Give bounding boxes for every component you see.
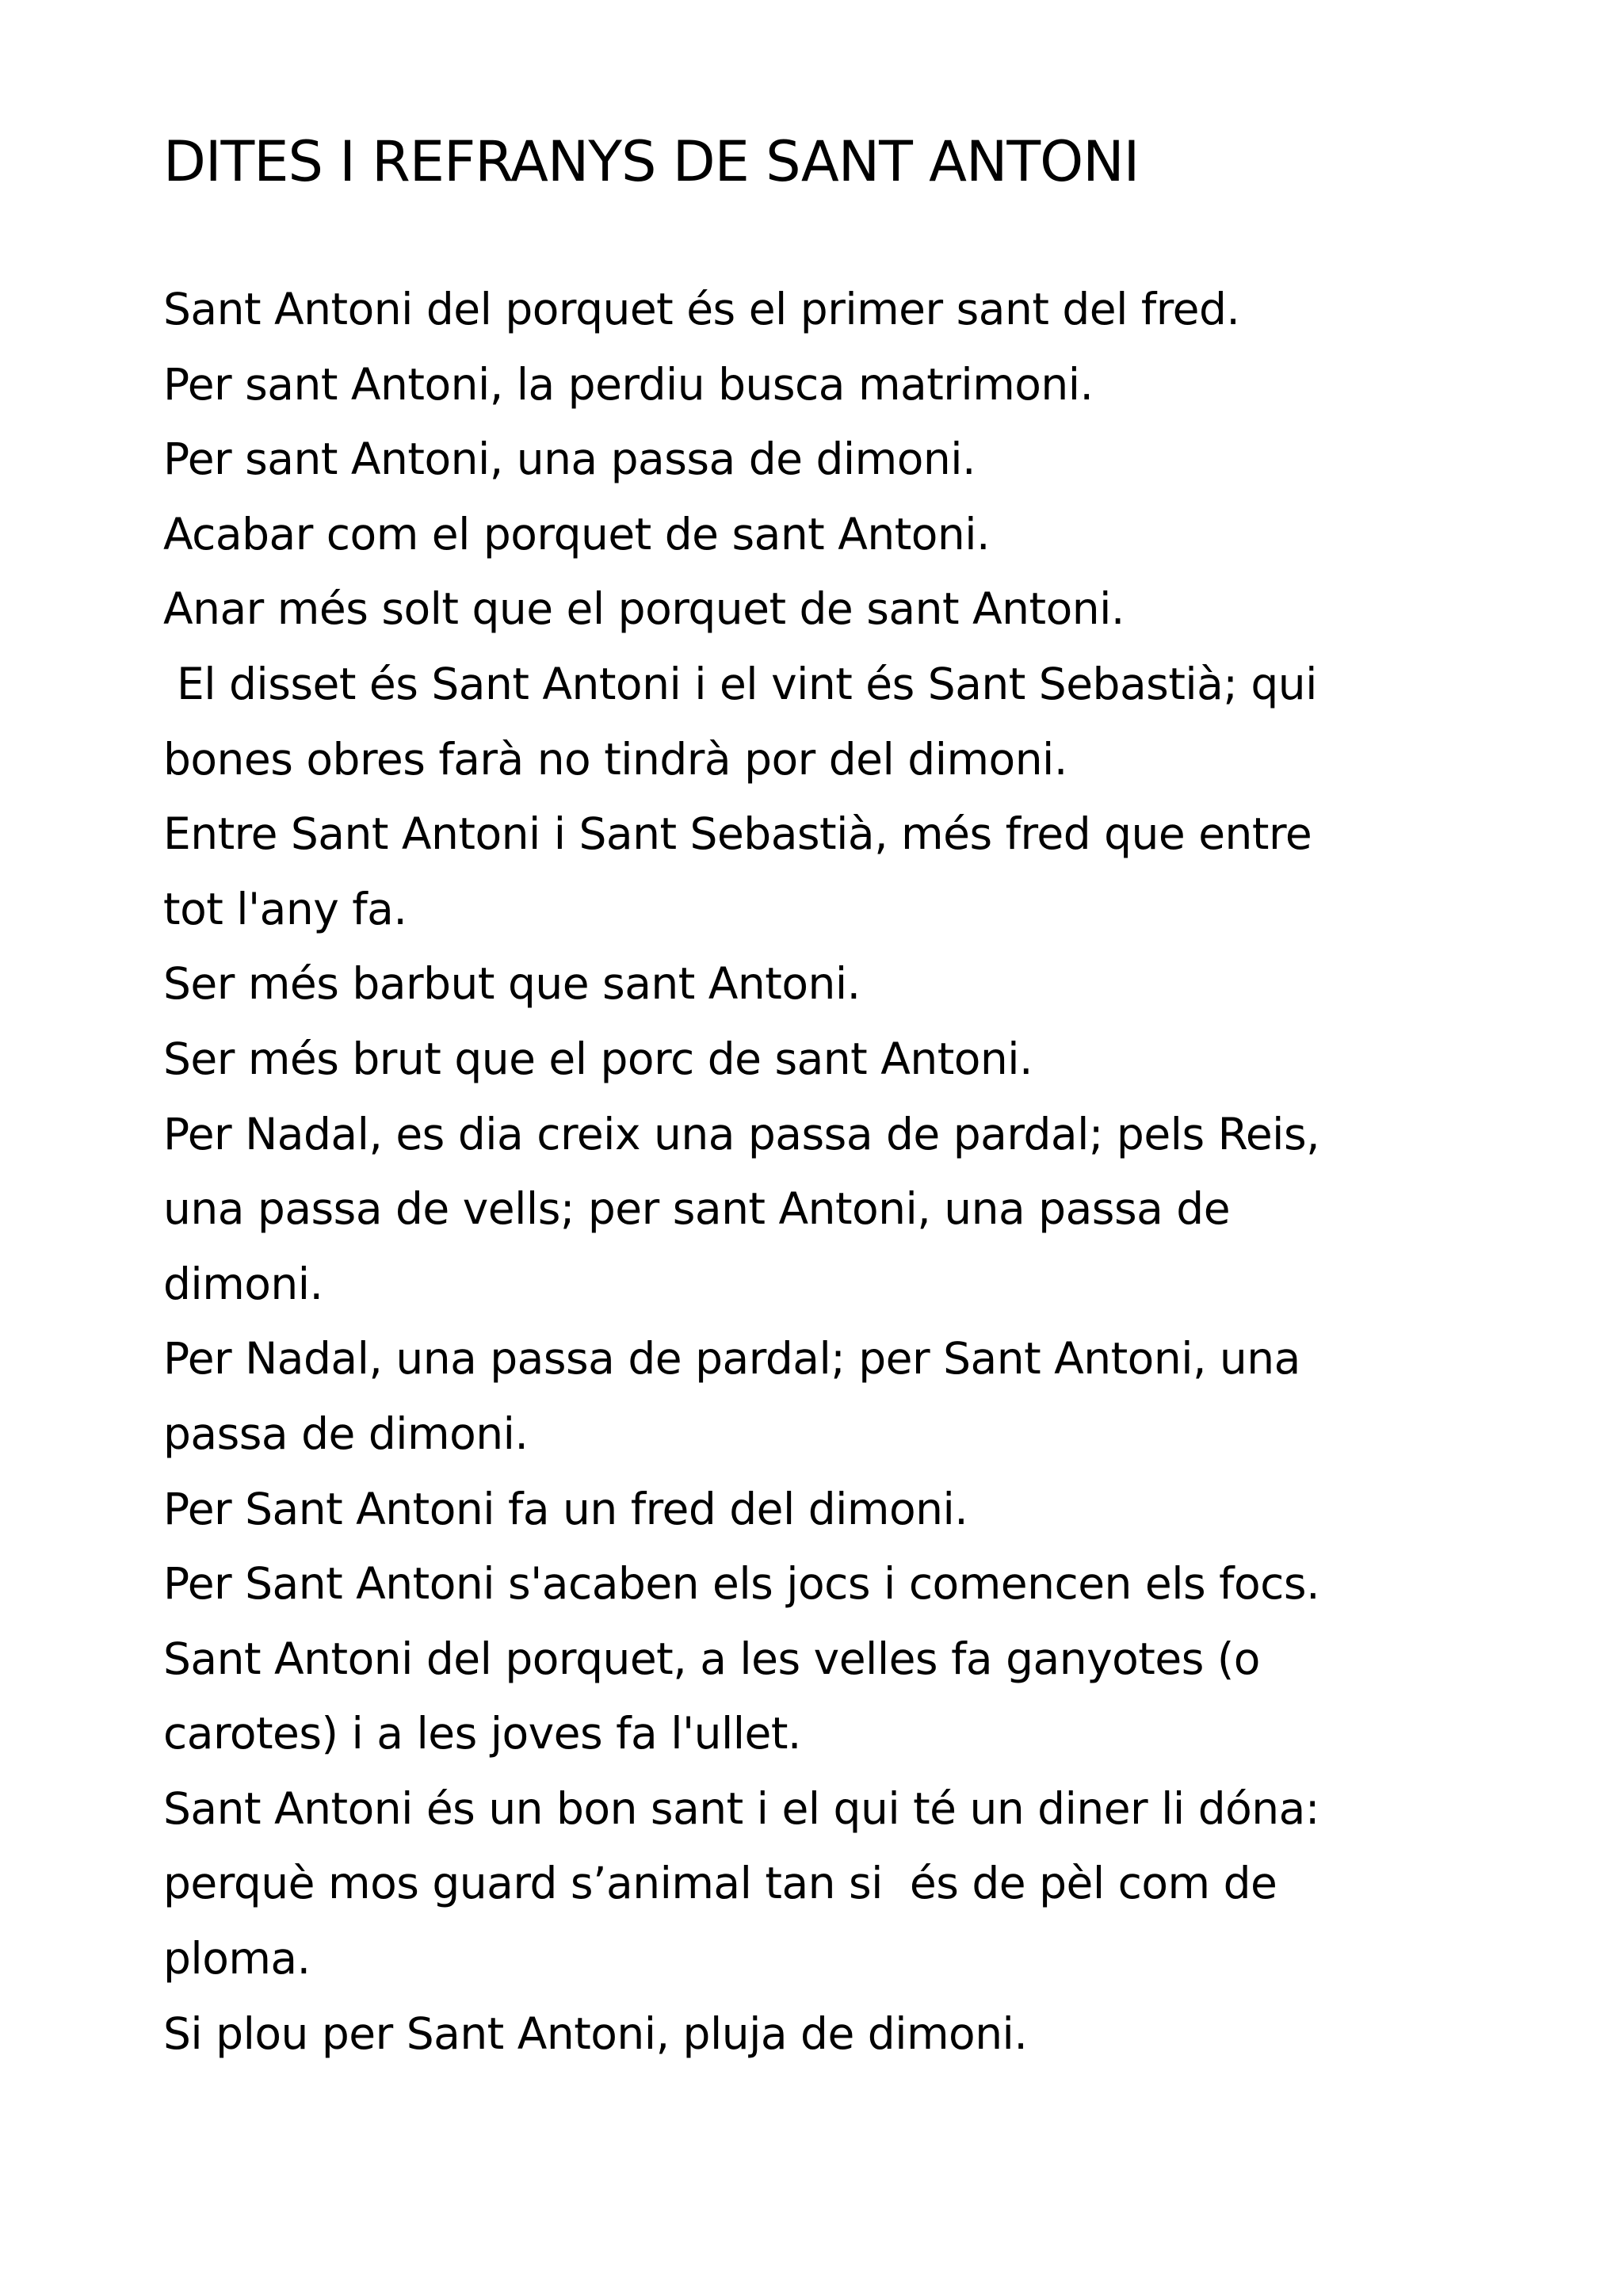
saying-line: passa de dimoni. [163,1408,529,1459]
saying-line: Per sant Antoni, una passa de dimoni. [163,434,976,485]
saying-line: bones obres farà no tindrà por del dimoni. [163,733,1067,785]
saying-line: Entre Sant Antoni i Sant Sebastià, més fred que entre [163,808,1312,860]
saying-line: Anar més solt que el porquet de sant Antoni. [163,583,1125,635]
saying-line: Per Sant Antoni fa un fred del dimoni. [163,1483,968,1534]
saying-line: Acabar com el porquet de sant Antoni. [163,508,991,560]
saying-line: Si plou per Sant Antoni, pluja de dimoni. [163,2008,1028,2059]
document-title: DITES I REFRANYS DE SANT ANTONI [163,129,1140,194]
saying-line: tot l'any fa. [163,883,407,934]
saying-line: Per Nadal, una passa de pardal; per Sant Antoni, una [163,1333,1300,1385]
sayings-list [163,272,1319,2071]
saying-line: dimoni. [163,1258,323,1309]
saying-line: Sant Antoni és un bon sant i el qui té un diner li dóna: [163,1782,1319,1834]
saying-line: carotes) i a les joves fa l'ullet. [163,1708,801,1759]
saying-line: una passa de vells; per sant Antoni, una passa de [163,1183,1231,1235]
saying-line: El disset és Sant Antoni i el vint és Sant Sebastià; qui [163,658,1317,709]
saying-line: Ser més barbut que sant Antoni. [163,958,861,1010]
saying-line: Sant Antoni del porquet és el primer sant del fred. [163,284,1240,334]
saying-line: Per Sant Antoni s'acaben els jocs i comencen els focs. [163,1558,1320,1610]
saying-line: perquè mos guard s’animal tan si és de pèl com de [163,1858,1277,1909]
saying-line: Per sant Antoni, la perdiu busca matrimoni. [163,358,1094,410]
saying-line: ploma. [163,1933,311,1985]
saying-line: Sant Antoni del porquet, a les velles fa ganyotes (o [163,1633,1260,1684]
saying-line: Ser més brut que el porc de sant Antoni. [163,1033,1033,1084]
saying-line: Per Nadal, es dia creix una passa de pardal; pels Reis, [163,1108,1320,1159]
